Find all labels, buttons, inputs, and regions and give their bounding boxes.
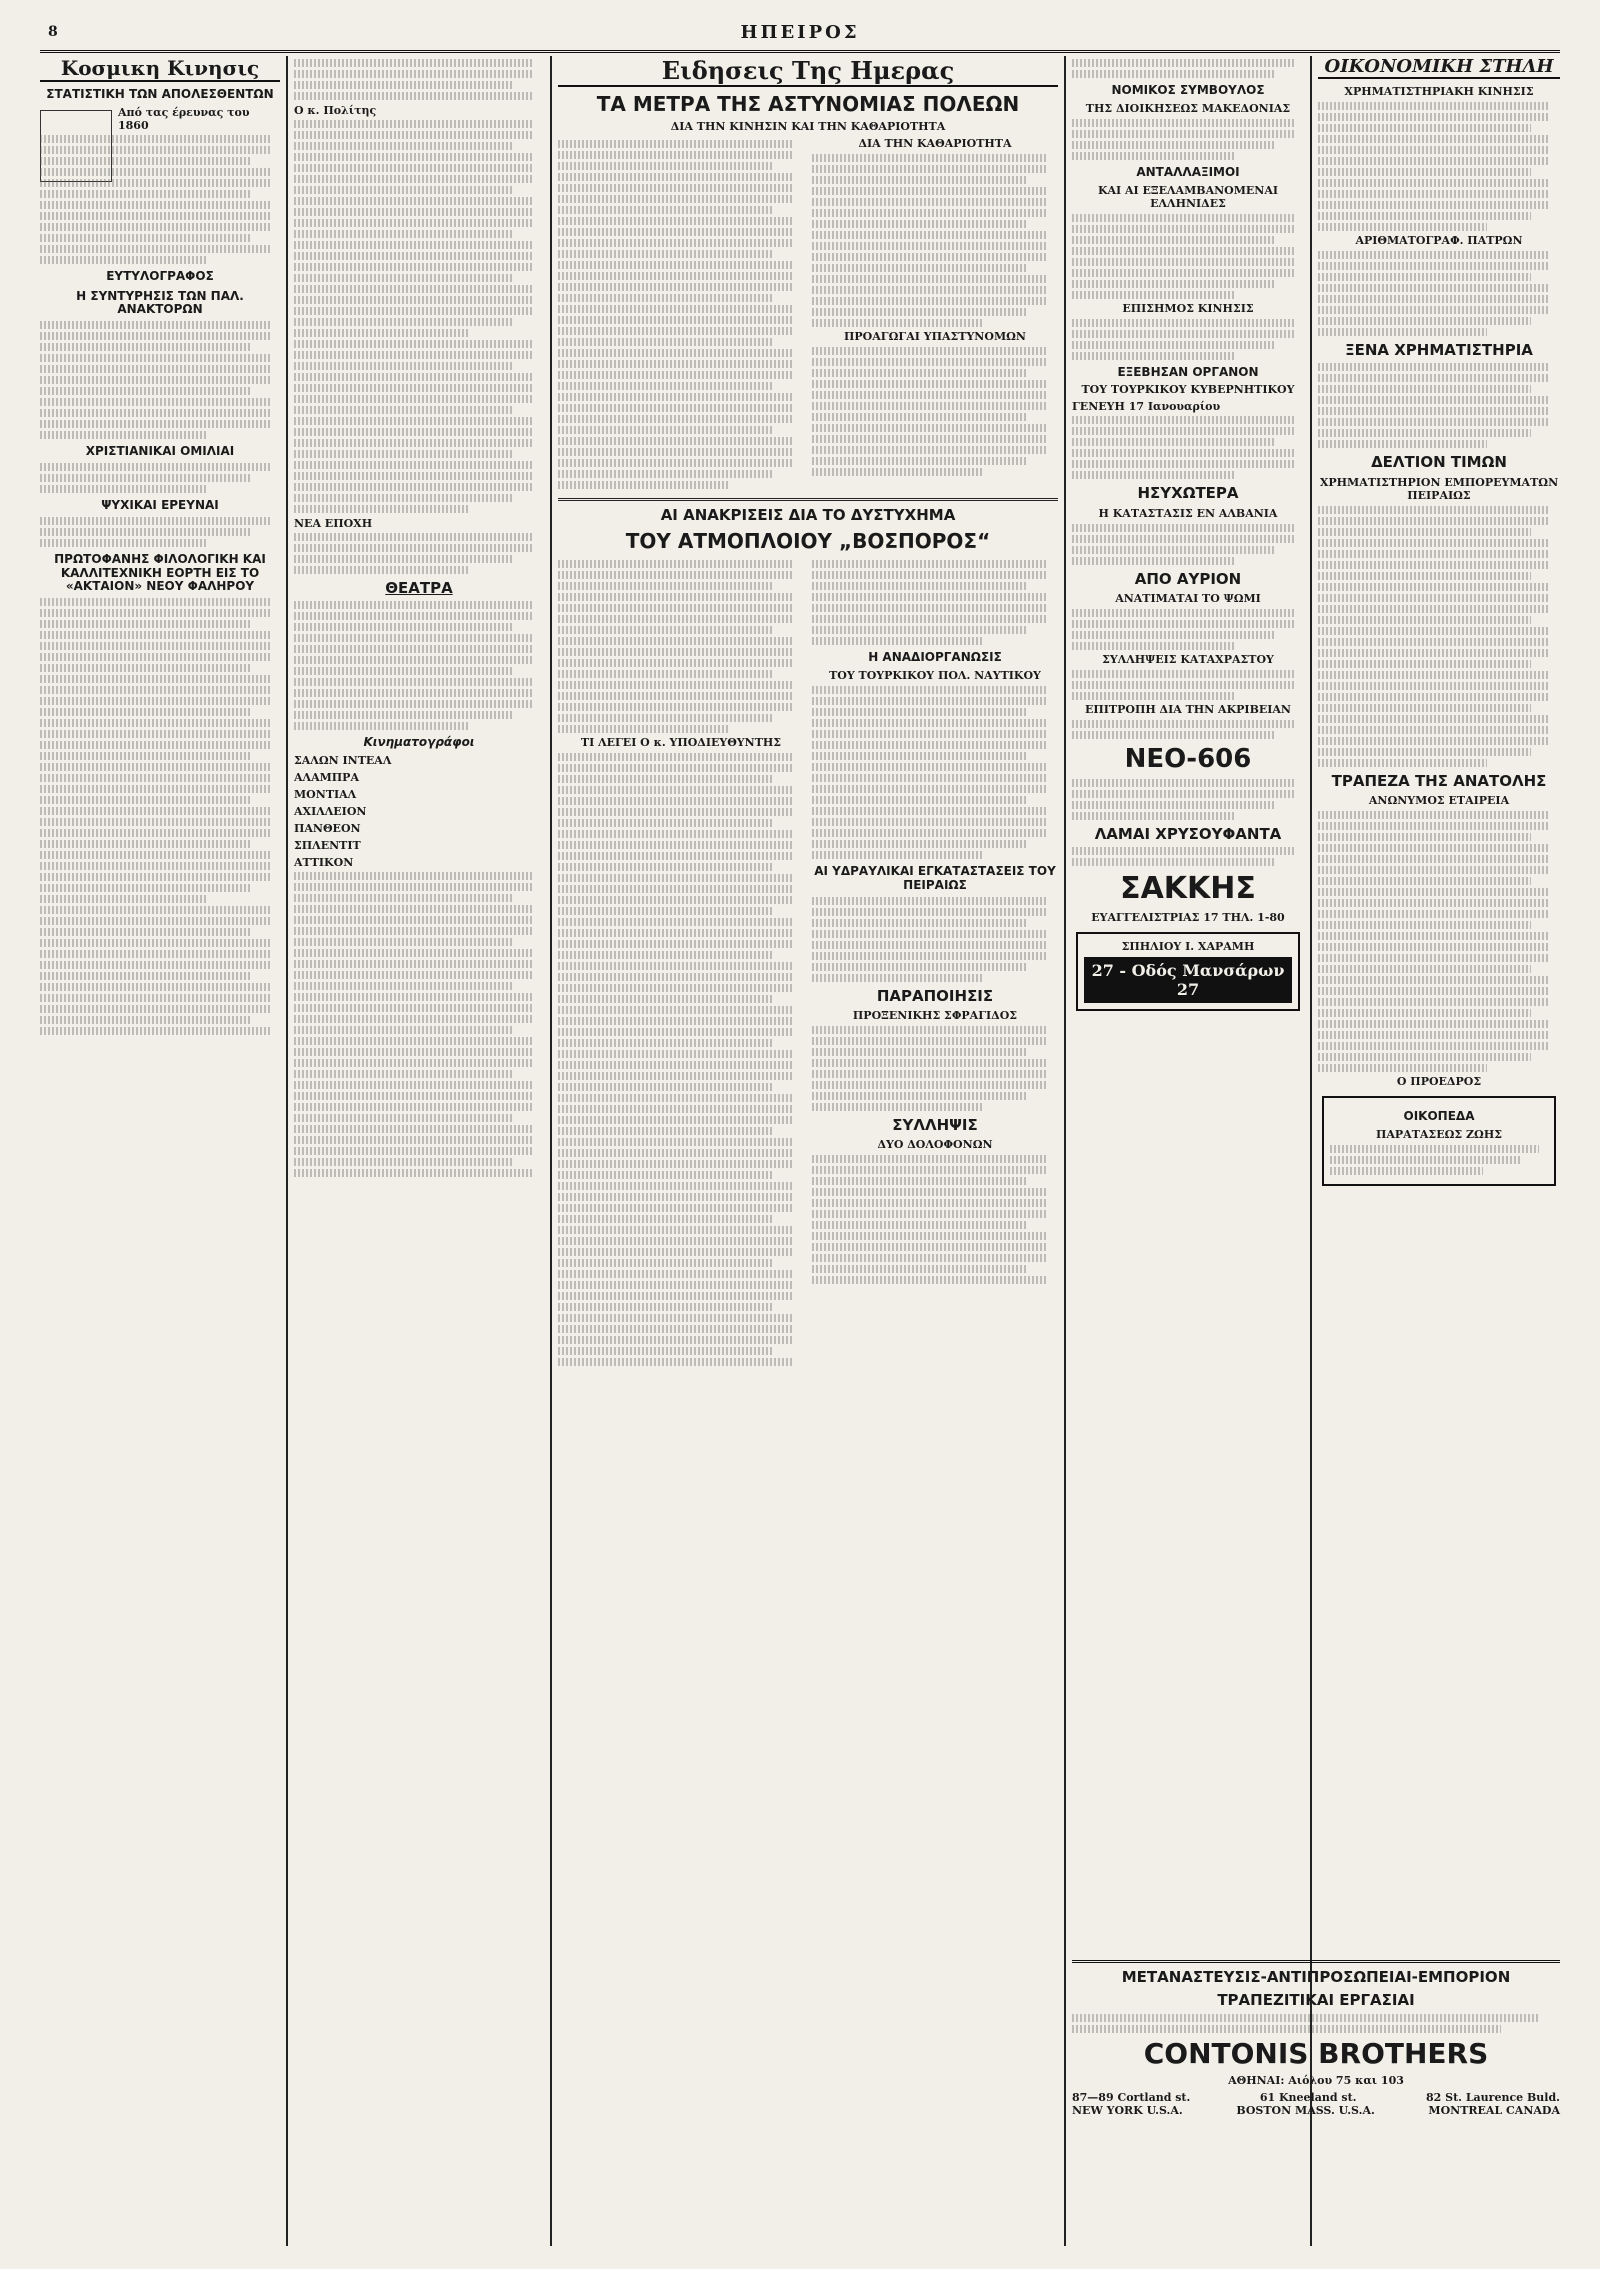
headline-committee: ΕΠΙΤΡΟΠΗ ΔΙΑ ΤΗΝ ΑΚΡΙΒΕΙΑΝ bbox=[1084, 702, 1291, 716]
ad-land-title: ΟΙΚΟΠΕΔΑ bbox=[1403, 1108, 1475, 1123]
column-social bbox=[40, 56, 280, 2246]
subhead-police: ΔΙΑ ΤΗΝ ΚΙΝΗΣΙΝ ΚΑΙ ΤΗΝ ΚΑΘΑΡΙΟΤΗΤΑ bbox=[670, 120, 946, 133]
headline-inquiry: ΑΙ ΑΝΑΚΡΙΣΕΙΣ ΔΙΑ ΤΟ ΔΥΣΤΥΧΗΜΑ bbox=[660, 506, 956, 524]
headline-arrest: ΣΥΛΛΗΨΙΣ bbox=[892, 1115, 978, 1134]
subhead-reorg: ΤΟΥ ΤΟΥΡΚΙΚΟΥ ΠΟΛ. ΝΑΥΤΙΚΟΥ bbox=[829, 669, 1041, 683]
subhead-cleanliness: ΔΙΑ ΤΗΝ ΚΑΘΑΡΙΟΤΗΤΑ bbox=[858, 137, 1012, 150]
ad-contonis-brand: CONTONIS BROTHERS bbox=[1143, 2036, 1489, 2070]
bank-president: Ο ΠΡΟΕΔΡΟΣ bbox=[1396, 1074, 1482, 1088]
subhead-exchange: ΚΑΙ ΑΙ ΕΞΕΛΑΜΒΑΝΟΜΕΝΑΙ ΕΛΛΗΝΙΔΕΣ bbox=[1097, 183, 1279, 210]
ad-lamai: ΛΑΜΑΙ ΧΡΥΣΟΥΦΑΝΤΑ bbox=[1094, 824, 1282, 843]
headline-currency: ΑΡΙΘΜΑΤΟΓΡΑΦ. ΠΑΤΡΩΝ bbox=[1355, 234, 1523, 247]
headline-bourse: ΧΡΗΜΑΤΙΣΤΗΡΙΑΚΗ ΚΙΝΗΣΙΣ bbox=[1344, 85, 1534, 98]
ad-harami bbox=[1076, 932, 1300, 1011]
headline-new-season: ΝΕΑ ΕΠΟΧΗ bbox=[294, 517, 373, 530]
subhead-prices: ΧΡΗΜΑΤΙΣΤΗΡΙΟΝ ΕΜΠΟΡΕΥΜΑΤΩΝ ΠΕΙΡΑΙΩΣ bbox=[1319, 475, 1559, 502]
ad-harami-name: ΣΠΗΛΙΟΥ Ι. ΧΑΡΑΜΗ bbox=[1121, 939, 1255, 953]
subhead-albania: Η ΚΑΤΑΣΤΑΣΙΣ ΕΝ ΑΛΒΑΝΙΑ bbox=[1098, 506, 1278, 520]
page-number: 8 bbox=[48, 24, 58, 40]
headline-police: ΤΑ ΜΕΤΡΑ ΤΗΣ ΑΣΤΥΝΟΜΙΑΣ ΠΟΛΕΩΝ bbox=[596, 92, 1020, 116]
cinema-item: ΑΤΤΙΚΟΝ bbox=[294, 856, 354, 870]
ad-contonis-subtitle: ΤΡΑΠΕΖΙΤΙΚΑΙ ΕΡΓΑΣΙΑΙ bbox=[1217, 1991, 1415, 2010]
ad-contonis-city3: MONTREAL CANADA bbox=[1428, 2103, 1560, 2117]
headline-exchange: ΑΝΤΑΛΛΑΞΙΜΟΙ bbox=[1136, 164, 1240, 179]
ministry-lead: Ο κ. Πολίτης bbox=[294, 104, 377, 117]
ad-harami-address: 27 - Οδός Μανσάρων 27 bbox=[1084, 957, 1292, 1003]
ad-contonis-city2: BOSTON MASS. U.S.A. bbox=[1236, 2103, 1375, 2117]
subhead-inspections: ΠΡΟΑΓΩΓΑΙ ΥΠΑΣΤΥΝΟΜΩΝ bbox=[844, 330, 1026, 343]
column-misc bbox=[1072, 56, 1304, 1946]
cinema-item: ΣΠΛΕΝΤΙΤ bbox=[294, 839, 361, 853]
geneva-dateline: ΓΕΝΕΥΗ 17 Ιανουαρίου bbox=[1072, 400, 1221, 414]
ad-contonis bbox=[1072, 1960, 1560, 2243]
column-rule bbox=[1064, 56, 1066, 2246]
headline-bread: ΑΠΟ ΑΥΡΙΟΝ bbox=[1134, 569, 1242, 588]
column-rule bbox=[550, 56, 552, 2246]
cinema-item: ΣΑΛΩΝ ΙΝΤΕΑΛ bbox=[294, 754, 392, 768]
section-banner-news: Ειδησεις Της Ημερας bbox=[558, 56, 1058, 87]
headline-statistics: ΣΤΑΤΙΣΤΙΚΗ ΤΩΝ ΑΠΟΛΕΣΘΕΝΤΩΝ bbox=[46, 87, 274, 101]
newspaper-name: ΗΠΕΙΡΟΣ bbox=[740, 22, 860, 43]
headline-bank: ΤΡΑΠΕΖΑ ΤΗΣ ΑΝΑΤΟΛΗΣ bbox=[1331, 771, 1547, 790]
headline-arrests: ΣΥΛΛΗΨΕΙΣ ΚΑΤΑΧΡΑΣΤΟΥ bbox=[1102, 652, 1274, 666]
column-news-cont bbox=[294, 56, 544, 2246]
headline-abuses: ΠΑΡΑΠΟΙΗΣΙΣ bbox=[876, 986, 994, 1005]
column-daily-news bbox=[558, 56, 1058, 2246]
cinema-item: ΠΑΝΘΕΟΝ bbox=[294, 822, 361, 836]
subhead-legal: ΤΗΣ ΔΙΟΙΚΗΣΕΩΣ ΜΑΚΕΔΟΝΙΑΣ bbox=[1085, 101, 1291, 115]
lead-text: Από τας έρευνας του 1860 bbox=[118, 105, 250, 132]
headline-festival: ΠΡΩΤΟΦΑΝΗΣ ΦΙΛΟΛΟΓΙΚΗ ΚΑΙ ΚΑΛΛΙΤΕΧΝΙΚΗ ΕΟΡΤΗ ΕΙΣ ΤΟ «ΑΚΤΑΙΟΝ» ΝΕΟΥ ΦΑΛΗΡΟΥ bbox=[54, 551, 266, 594]
byline-reporter: ΕΥΤΥΛΟΓΡΑΦΟΣ bbox=[106, 268, 214, 283]
cinema-item: ΜΟΝΤΙΑΛ bbox=[294, 788, 357, 802]
headline-theatres: ΘΕΑΤΡΑ bbox=[385, 579, 453, 597]
headline-piraeus: ΑΙ ΥΔΡΑΥΛΙΚΑΙ ΕΓΚΑΤΑΣΤΑΣΕΙΣ ΤΟΥ ΠΕΙΡΑΙΩΣ bbox=[814, 864, 1056, 892]
ad-sakkis: ΣΑΚΚΗΣ bbox=[1120, 871, 1256, 907]
headline-official: ΕΠΙΣΗΜΟΣ ΚΙΝΗΣΙΣ bbox=[1122, 301, 1254, 315]
subhead-tiaigei: ΤΙ ΛΕΓΕΙ Ο κ. ΥΠΟΔΙΕΥΘΥΝΤΗΣ bbox=[580, 736, 782, 750]
headline-meeting: Η ΣΥΝΤΥΡΗΣΙΣ ΤΩΝ ΠΑΛ. ΑΝΑΚΤΟΡΩΝ bbox=[76, 288, 244, 317]
headline-turk: ΕΞΕΒΗΣΑΝ ΟΡΓΑΝΟΝ bbox=[1117, 364, 1259, 379]
headline-psychic: ΨΥΧΙΚΑΙ ΕΡΕΥΝΑΙ bbox=[101, 497, 219, 512]
ad-contonis-addr2: 61 Kneeland st. bbox=[1259, 2090, 1357, 2104]
headline-reorg: Η ΑΝΑΔΙΟΡΓΑΝΩΣΙΣ bbox=[868, 650, 1002, 665]
ad-contonis-title: ΜΕΤΑΝΑΣΤΕΥΣΙΣ-ΑΝΤΙΠΡΟΣΩΠΕΙΑΙ-ΕΜΠΟΡΙΟΝ bbox=[1121, 1968, 1511, 1986]
ad-contonis-cities bbox=[1072, 2104, 1560, 2117]
headline-foreign: ΞΕΝΑ ΧΡΗΜΑΤΙΣΤΗΡΙΑ bbox=[1345, 341, 1533, 359]
ad-contonis-addr3: 82 St. Laurence Buld. bbox=[1426, 2090, 1560, 2104]
headline-cinemas: Κινηματογράφοι bbox=[363, 735, 475, 750]
ad-sakkis-address: ΕΥΑΓΓΕΛΙΣΤΡΙΑΣ 17 ΤΗΛ. 1-80 bbox=[1091, 910, 1285, 924]
ad-land-subtitle: ΠΑΡΑΤΑΣΕΩΣ ΖΩΗΣ bbox=[1375, 1127, 1502, 1141]
cinema-item: ΑΧΙΛΛΕΙΟΝ bbox=[294, 805, 367, 819]
ad-contonis-addr1: 87—89 Cortland st. bbox=[1072, 2090, 1191, 2104]
column-economy bbox=[1318, 56, 1560, 1946]
headline-christian: ΧΡΙΣΤΙΑΝΙΚΑΙ ΟΜΙΛΙΑΙ bbox=[85, 444, 235, 459]
headline-prices: ΔΕΛΤΙΟΝ ΤΙΜΩΝ bbox=[1371, 453, 1507, 472]
subhead-turk: ΤΟΥ ΤΟΥΡΚΙΚΟΥ ΚΥΒΕΡΝΗΤΙΚΟΥ bbox=[1081, 383, 1295, 397]
column-rule bbox=[286, 56, 288, 2246]
subhead-bread: ΑΝΑΤΙΜΑΤΑΙ ΤΟ ΨΩΜΙ bbox=[1115, 591, 1261, 605]
section-banner-social: Κοσμικη Κινησις bbox=[40, 56, 280, 82]
subhead-bank: ΑΝΩΝΥΜΟΣ ΕΤΑΙΡΕΙΑ bbox=[1368, 793, 1510, 807]
newspaper-page bbox=[40, 20, 1560, 2250]
headline-albania: ΗΣΥΧΩΤΕΡΑ bbox=[1137, 484, 1239, 503]
subhead-arrest: ΔΥΟ ΔΟΛΟΦΟΝΩΝ bbox=[877, 1138, 993, 1152]
subhead-inquiry: ΤΟΥ ΑΤΜΟΠΛΟΙΟΥ „ΒΟΣΠΟΡΟΣ“ bbox=[625, 529, 991, 554]
ad-contonis-athens: ΑΘΗΝΑΙ: Αιόλου 75 και 103 bbox=[1228, 2073, 1404, 2087]
cinema-item: ΑΛΑΜΠΡΑ bbox=[294, 771, 359, 785]
ad-contonis-addresses bbox=[1072, 2091, 1560, 2104]
headline-legal: ΝΟΜΙΚΟΣ ΣΥΜΒΟΥΛΟΣ bbox=[1111, 83, 1265, 97]
ad-land bbox=[1322, 1096, 1556, 1186]
column-rule bbox=[1310, 56, 1312, 2246]
section-banner-economy: ΟΙΚΟΝΟΜΙΚΗ ΣΤΗΛΗ bbox=[1318, 56, 1560, 79]
ad-neo606: ΝΕΟ-606 bbox=[1124, 743, 1252, 774]
subhead-abuses: ΠΡΟΞΕΝΙΚΗΣ ΣΦΡΑΓΙΔΟΣ bbox=[852, 1008, 1018, 1022]
masthead bbox=[40, 20, 1560, 53]
ad-contonis-city1: NEW YORK U.S.A. bbox=[1072, 2103, 1183, 2117]
